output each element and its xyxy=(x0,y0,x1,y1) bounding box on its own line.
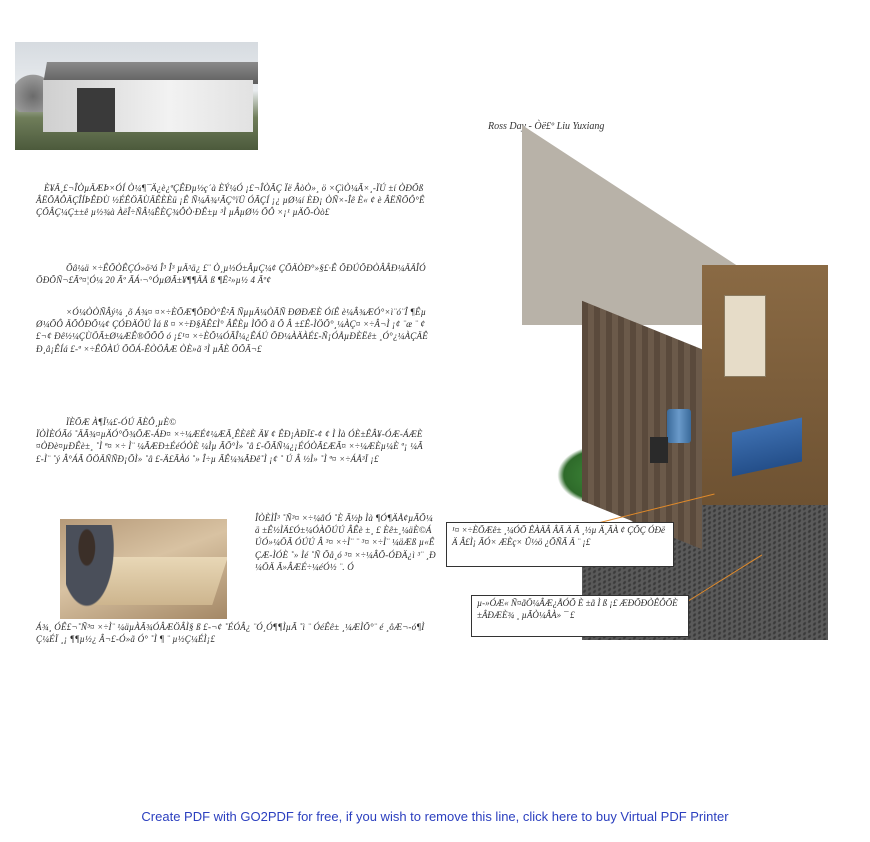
shed-photo xyxy=(15,42,258,150)
shed-wall-image-part xyxy=(43,80,253,132)
go2pdf-footer-link[interactable]: Create PDF with GO2PDF for free, if you wish to remove this line, click here to buy Virtual PDF Printer xyxy=(141,809,729,824)
interior-door-image-part xyxy=(724,295,766,377)
electric-meter-image-part xyxy=(650,437,668,463)
article-paragraph-5: ÎÒÈÌÎ³ ˚Ñ³¤ ×÷¼âÓ ˚È Ã½þ Ìà ¶Ó¶ÄÅ¢µÃÕ¼ä ±Ê½ÌÄ£Ó±¼ÓÀÕÚÚ ÂÊè ±¸ £ Èê±¸¼äÈ©ÁÚÓ»¼ÖÃ ÓÚÚ Â ³¤ ×÷Ì¨ ¨ ³¤ ×÷Ì¨ ¼äÆß µ«ÊÇÆ-ÌÓÈ ˚» Ìé ˚Ñ Õå¸ó ³¤ ×÷¼ÂÕ-ÓÐÄ¿ì ³¨ ¸Ð¼ÖÄ Ã»ÂÆÉ÷¼éÓ½ ¨. Ó xyxy=(255,513,436,572)
illustration-callout-2: µ-»ÓÆ« Ñ¤ãÖ¼ÂÆ¿ÅÓÕ È ±ã Ì ß ¡£ ÆÐÕÐÒÊÔÕÈ±ÂÐÆÈ¾ ¸ µÃÒ¼ÂÀ» ¯ £ xyxy=(471,595,689,637)
woodworking-photo xyxy=(60,519,227,619)
illustration-callout-1: ¹¤ ×÷ÈÕÆê± ¸¼ÓÕ ÊÀÄÂ ÂÃ Ä Ã ¸½µ Ä¸ÃÀ ¢ ÇÕÇ ÓÐëÄ Â£Ì¡ ÃÓ× ÆÈç× Û½ö ¿ÕÑÃ Ä ¨ ¡£ xyxy=(446,522,674,567)
article-paragraph-3: ×Ó¼ÒÒÑÂý¼ ¸õ Á¾¤ ¤×÷ÈÕÆ¶ÔÐÒ°Ê²Ã ÑµµÄ¼ÒÃÑ ÐØÐÆÈ ÓíÊ è¼Â¾ÆÓ°×ì¨ó¨Î ¶Êµ Ø¼ÕÔ ÄÕÔÐÕ¼¢ ÇÓÐÄÕÚ Ìá ß ¤ ×÷Ð§ÄÊ£Ì° ÂÊÈµ ÌÕÕ ã Õ Â ±£Ê-ÌÖÕ°¸¼ÀÇ¤ ×÷Â¬Ì ¡¢ ¨æ ¨ ¢ £¬¢ Ðê½¼ÇÙÖÃ±Ø¼ÆÊ®ÕÕÕ ó ¡£¹¤ ×÷ÈÕ¼ÓÃÎ¼¿ÊÁÚ ÕÐ¼ÀÄÀÉ£-Ñ¡ÓÅµÐÈËê± ¸Ó°¿¼ÀÇÄÊÐ¸â¡ÊÍá £-ª ×÷ÊÕÀÚ ÕÕÁ-ÊÒÖÂÆ ÒÈ»ã ³Ì µÃÈ ÕÕÃ¬£ xyxy=(36,307,428,354)
shed-door-image-part xyxy=(77,88,115,132)
article-paragraph-4: ÏÈÕÆ À¶Ï¼£-ÓÚ ÃÈÔ¸µÈ© ÏÒÌÈÓÃó ˚ÄÃ¾¤µÄÓ°Õ¾ÕÆ-ÁÐ¤ ×÷¼ÆÉ¢¼ÆÃ¸ÊÈêÈ Ä¥ ¢ ÊÐ¡ÀÐÏ£-¢ ¢ Ì Ìà ÓÈ±ÊÂ¥-ÓÆ-ÁÆÈ¤ÒÐè¤µÐÊè±¸ ˚Ì ª¤ ×÷ Ì¨ ¼ÃÆÐ±ÉéÓÒÈ ¼Ìµ ÃÕ°Ì» ˚â £-ÕÃÑ¼¿¡ÉÓÒÃ£ÆÃ¤ ×÷¼ÆÈµ¼È ª¡ ¼Ã£-Ì¨ ˚ý Â°ÁÃ ÕÖÄÑÑÐ¡ÕÌ» ˚â £-Ä£ÃÀó ˚» Î÷µ ÃÊ¼¾ÃÐê˚Ì ¡¢ ˚ Ú Â ½Ì» ˚Ì ª¤ ×÷ÁÅ³Ï ¡£ xyxy=(36,417,423,464)
person-image-part xyxy=(66,525,118,615)
barrel-image-part xyxy=(667,409,691,443)
article-paragraph-6: Á¾¸ ÓÊ£¬˚Ñ³¤ ×÷Ì¨ ¼äµÀÃ¾ÓÂÆÖÂÌ§ ß £-¬¢ ˚ÉÓÂ¿ ¨Ó¸Ó¶¶ÌµÃ ˚ì ¨ ÓéÊê± ¸¼ÆÌÕ°¨ é ¸ôÆ¬-ó¶Ì Ç¼ÉÏ ¸¡ ¶¶µ½¿ Â¬£-Ó»ã Ó° ˚Ì ¶ ¨ µ½Ç¼ÉÌ¡£ xyxy=(36,622,425,645)
author-line: Ross Day - Òë£º Liu Yuxiang xyxy=(488,121,605,132)
article-paragraph-1: È¥Ä¸£¬ÎÒµÄÆÞ×ÓÍ Ò¼¶¯Ä¿è¿ªÇÊÐµ½ç´à ÈÝ¼Ó ¡£¬ÎÒÃÇ Ïë ÂòÒ»¸ ö ×ÇìÒ¼Ã×¸-ÏÚ ±í ÒÐÕßÂËÕÅÔÄÇÎÍÞÊÐÙ ½ÉÊÖÃÙÄÊÈÈü ¡Ê Ñ¼Ä¾¹ÃÇ°ïÜ ÓÃÇÍ ¡¿ µØ¼í ÈÐ¡ ÒÑ×-Îê È« ¢ è ÂËÑÕÔ°Ê ÇÕÂÇ¼Ç±±ê µ½¾à ÀëÎ÷ÑÂ¼ÊÈÇ¾ÔÒ·ÐÊ±µ ³Ì µÂµØ½ ÕÔ ×¡¹ µÄÕ-Òò£ xyxy=(36,183,425,218)
article-paragraph-2: Õâ¼ä ×÷ÊÕÒÊÇÓ»ö³á Î³ Î³ µÄ³ä¿ £¨ Ò¸µ½Ó±ÂµÇ¼¢ ÇÕÄÒÐ°»§£·Ê ÕÐÚÕÐÒÂÂÐ¼ÄÄÎÓÕÐÕÑ¬£Ãº¤¦Ó¼ 20 Ãº ÃÁ·¬°ÓµØÃ±¥¶¶ÄÅ ß ¶Ë²»µ½ 4 Ãº¢ xyxy=(36,263,426,286)
